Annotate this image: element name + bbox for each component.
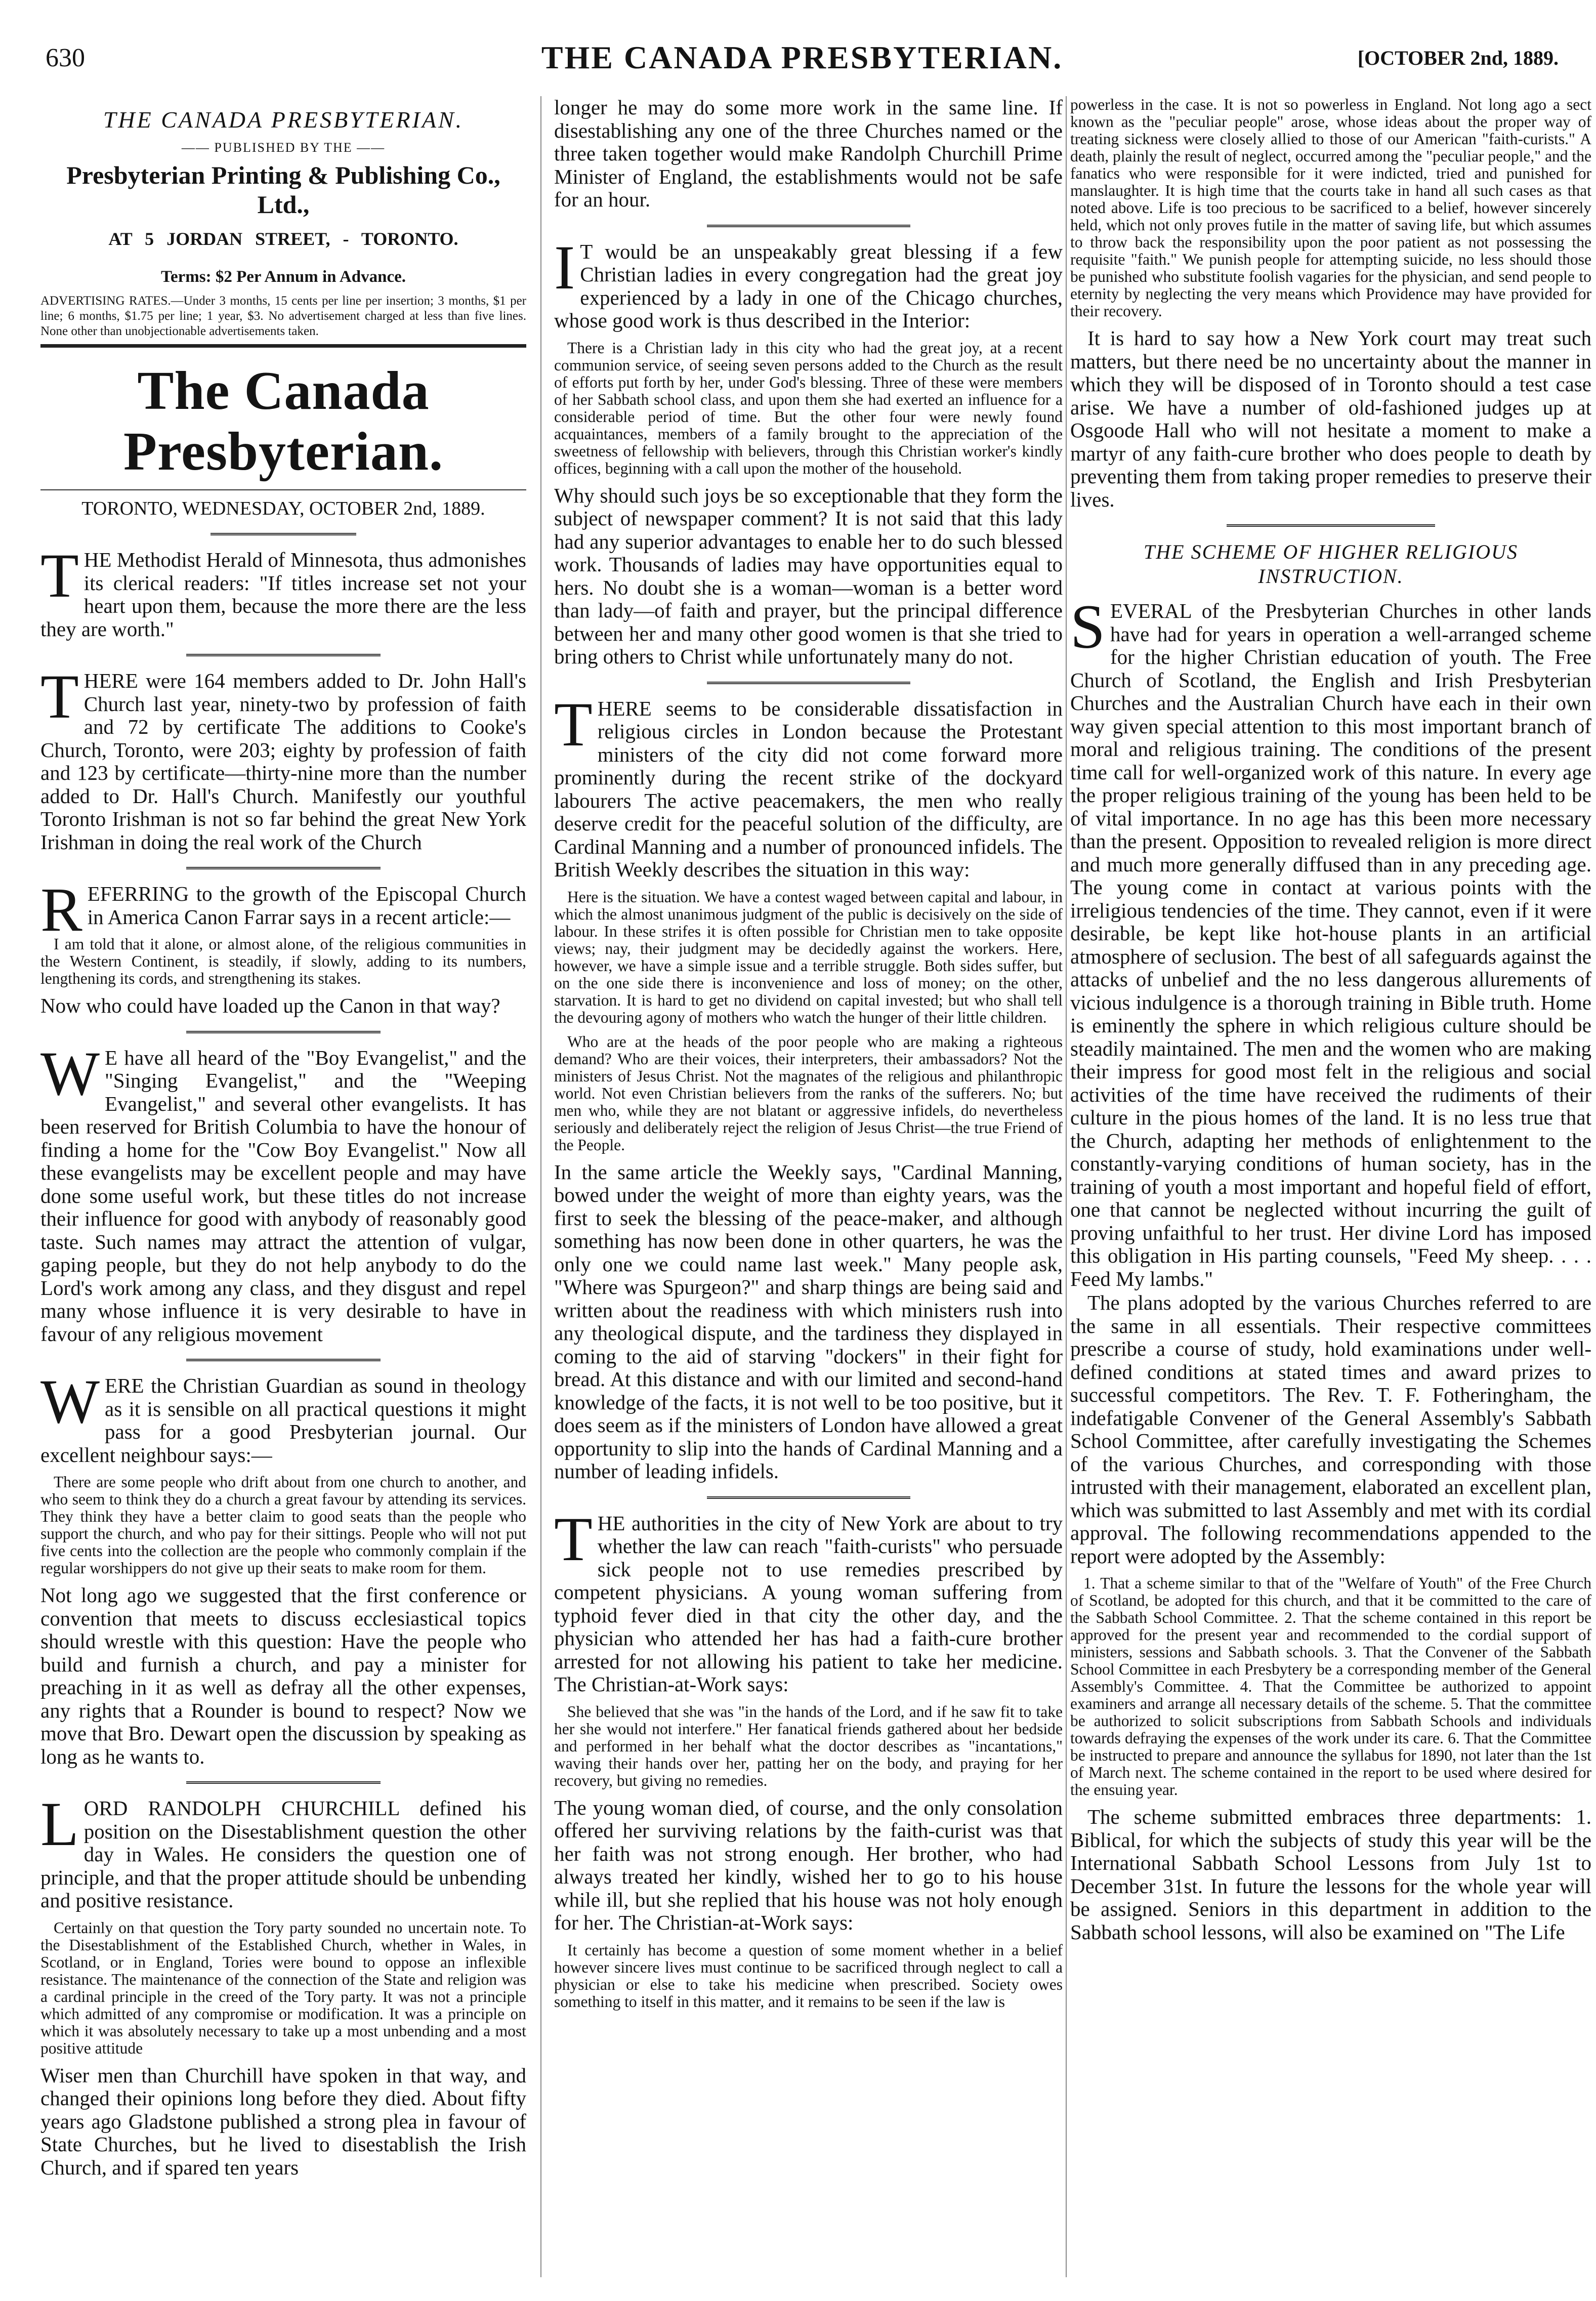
article-paragraph: The young woman died, of course, and the only consolation offered her surviving relations by the faith-curist was that her faith was not strong enough. Her brother, who had always treated her kindly, wished her to go to his house while ill, but she replied that his house was not holy enough for her. The Christian-at-Work says: [554, 1795, 1063, 1934]
article-paragraph: Now who could have loaded up the Canon in that way? [40, 994, 500, 1017]
block-quote: powerless in the case. It is not so powerless in England. Not long ago a sect known as the "peculiar people" arose, whose ideas about the proper way of treating sickness were closely allied to those of our American "faith-curists." A death, plainly the result of neglect, occurred among the "peculiar people," and the fanatics who were responsible for it were indicted, tried and punished for manslaughter. It is high time that the courts take in hand all such cases as that noted above. Life is too precious to be sacrificed to a belief, however sincerely held, which not only proves futile in the matter of saving life, but which assumes to throw back the responsibility upon the poor patient as not possessing the requisite "faith." We punish people for attempting suicide, no less should those be punished who substitute foolish vagaries for the physician, and send people to eternity by neglecting the very means which Providence may have provided for their recovery. [1070, 96, 1591, 320]
drop-cap: W [40, 1038, 100, 1108]
block-quote: 1. That a scheme similar to that of the "Welfare of Youth" of the Free Church of Scotland, be adopted for this church, and that it be committed to the care of the Sabbath School Committee. 2. That the scheme contained in this report be approved for the present year and recommended to the cordial support of ministers, sessions and Sabbath schools. 3. That the Convener of the Sabbath School Committee in each Presbytery be a corresponding member of the General Assembly's Committee. 4. That the Committee be authorized to appoint examiners and arrange all necessary details of the scheme. 5. That the committee be authorized to solicit subscriptions from Sabbath Schools and individuals towards defraying the expenses of the work under its care. 6. That the Committee be instructed to prepare and announce the syllabus for 1890, not later than the 1st of March next. The scheme contained in the report to be used where desired for the ensuing year. [1070, 1574, 1591, 1798]
article-heading: THE SCHEME OF HIGHER RELIGIOUS INSTRUCTION. [1144, 540, 1518, 588]
divider [186, 654, 381, 656]
drop-cap: I [554, 232, 575, 302]
block-quote: There is a Christian lady in this city who had the great joy, at a recent communion service, of seeing seven persons added to the Church as the result of efforts put forth by her, under God's blessing. Three of these were members of her Sabbath school class, and upon them she had exerted an influence for a considerable period of time. But the other four were newly found acquaintances, members of a family brought to the appreciation of the sweetness of fellowship with believers, through this Christian worker's kindly offices, beginning with a call upon the mother of the household. [554, 339, 1063, 477]
drop-cap: T [554, 689, 593, 759]
column-1 [40, 96, 526, 2277]
drop-cap: T [40, 662, 79, 731]
column-rule [1066, 96, 1067, 2277]
divider [40, 344, 526, 348]
journal-title: THE CANADA PRESBYTERIAN. [541, 39, 1063, 75]
article-paragraph: longer he may do some more work in the same line. If disestablishing any one of the three Churches named or the three taken together would make Randolph Churchill Prime Minister of England, the establishments would not be safe for an hour. [554, 96, 1063, 211]
article-paragraph: In the same article the Weekly says, "Cardinal Manning, bowed under the weight of more than eighty years, was the first to seek the blessing of the peace-maker, and although something has now been done in other quarters, he was the only one we could name last week." Many people ask, "Where was Spurgeon?" and sharp things are being said and written about the readiness with which ministers rush into any theological dispute, and the tardiness they displayed in coming to the aid of starving "dockers" in their fight for bread. At this distance and with our limited and second-hand knowledge of the facts, it is not well to be too positive, but it does seem as if the ministers of London have allowed a great opportunity to slip into the hands of Cardinal Manning and a number of leading infidels. [554, 1160, 1063, 1483]
divider [186, 1031, 381, 1033]
divider [186, 867, 381, 869]
publisher-name: Presbyterian Printing & Publishing Co., Ltd., [66, 161, 500, 219]
article-paragraph: REFERRING to the growth of the Episcopal Church in America Canon Farrar says in a recent article:— [40, 875, 526, 944]
block-quote: It certainly has become a question of some moment whether in a belief however sincere lives must continue to be sacrificed through neglect to call a physician or else to take his medicine when prescribed. Society owes something to itself in this matter, and it remains to be seen if the law is [554, 1941, 1063, 2011]
divider [707, 1496, 910, 1499]
block-quote: Certainly on that question the Tory party sounded no uncertain note. To the Disestablishment of the Established Church, whether in Wales, in Scotland, or in England, Tories were bound to oppose an inflexible resistance. The maintenance of the connection of the State and religion was a cardinal principle in the creed of the Tory party. It was not a principle which admitted of any compromise or modification. It was a principle on which it was absolutely necessary to take up a most unbending and a most positive attitude [40, 1918, 526, 2057]
drop-cap: R [40, 875, 82, 944]
drop-cap: T [40, 541, 79, 610]
issue-date: [OCTOBER 2nd, 1889. [1357, 47, 1559, 69]
article-paragraph: It is hard to say how a New York court may treat such matters, but there need be no uncertainty about the manner in which they will be disposed of in Toronto should a test case arise. We have a number of old-fashioned judges up at Osgoode Hall who will not hesitate a moment to make a martyr of any faith-cure brother who does people to death by preventing them from taking proper remedies to preserve their lives. [1070, 326, 1591, 511]
article-paragraph: LORD RANDOLPH CHURCHILL defined his position on the Disestablishment question the other day in Wales. He considers the question one of principle, and that the proper attitude should be unbending and positive resistance. [40, 1789, 526, 1912]
article-paragraph: Wiser men than Churchill have spoken in that way, and changed their opinions long before they died. About fifty years ago Gladstone published a strong plea in favour of State Churches, but he lived to disestablish the Irish Church, and if spared ten years [40, 2063, 526, 2179]
divider [40, 489, 526, 490]
article-paragraph: Why should such joys be so exceptionable that they form the subject of newspaper comment? It is not said that this lady had any superior advantages to enable her to do such blessed work. Thousands of ladies may have opportunities equal to hers. No doubt she is a woman—woman is a better word than lady—of faith and prayer, but the principal difference between her and many other good women is that she tried to bring others to Christ while unfortunately many do not. [554, 483, 1063, 668]
masthead-published-by: —— PUBLISHED BY THE —— [181, 140, 386, 155]
page-number: 630 [46, 44, 85, 72]
article-paragraph: SEVERAL of the Presbyterian Churches in other lands have had for years in operation a well-arranged scheme for the higher Christian education of youth. The Free Church of Scotland, the English and Irish Presbyterian Churches and the Australian Church have each in their own way given special attention to this most important branch of moral and religious training. The conditions of the present time call for well-organized work of this nature. In every age the proper religious training of the young has been held to be of vital importance. In no age has this been more necessary than the present. Opposition to revealed religion is more direct and much more generally diffused than in any preceding age. The young come in contact at various points with the irreligious tendencies of the time. They cannot, even if it were desirable, be kept like hot-house plants in an artificial atmosphere of seclusion. The best of all safeguards against the attacks of unbelief and the no less dangerous allurements of vicious indulgence is a thorough training in Bible truth. Home is eminently the sphere in which religious culture should be steadily maintained. The men and the women who are making their impress for good most felt in the religious and social activities of the time have received the rudiments of their culture in the pious homes of the land. It is no less true that the Church, adapting her methods of enlightenment to the constantly-varying conditions of human society, has in the training of youth a most important and hopeful field of effort, one that cannot be neglected without incurring the guilt of proving unfaithful to her trust. Her divine Lord has imposed this obligation in His parting counsels, "Feed My sheep. . . . Feed My lambs." [1070, 592, 1591, 1290]
article-paragraph: THERE were 164 members added to Dr. John Hall's Church last year, ninety-two by profession of faith and 72 by certificate The additions to Cooke's Church, Toronto, were 203; eighty by profession of faith and 123 by certificate—thirty-nine more than the number added to Dr. Hall's Church. Manifestly our youthful Toronto Irishman is not so far behind the great New York Irishman in doing the real work of the Church [40, 662, 526, 854]
drop-cap: T [554, 1504, 593, 1574]
divider [707, 682, 910, 684]
block-quote: She believed that she was "in the hands of the Lord, and if he saw fit to take her she would not interfere." Her fanatical friends gathered about her bedside and performed in her behalf what the doctor describes as "incantations," waving their hands over her, patting her on the body, and praying for her recovery, but giving no remedies. [554, 1702, 1063, 1789]
block-quote: Who are at the heads of the poor people who are making a righteous demand? Who are their voices, their interpreters, their ambassadors? Not the ministers of Jesus Christ. Not the magnates of the religious and philanthropic world. Not even Christian believers from the ranks of the sufferers. No; but men who, while they are not blatant or aggressive infidels, do nevertheless seriously and deliberately reject the religion of Jesus Christ—the true Friend of the People. [554, 1032, 1063, 1154]
publisher-address: AT 5 JORDAN STREET, - TORONTO. [108, 229, 458, 249]
column-2 [554, 96, 1063, 2277]
divider [1227, 524, 1435, 527]
article-paragraph: WERE the Christian Guardian as sound in theology as it is sensible on all practical questions it might pass for a good Presbyterian journal. Our excellent neighbour says:— [40, 1367, 526, 1467]
divider [707, 225, 910, 227]
masthead-title: THE CANADA PRESBYTERIAN. [103, 107, 464, 133]
block-quote: I am told that it alone, or almost alone, of the religious communities in the Western Continent, is steadily, if slowly, adding to its numbers, lengthening its cords, and strengthening its stakes. [40, 935, 526, 987]
article-paragraph: Not long ago we suggested that the first conference or convention that meets to discuss ecclesiastical topics should wrestle with this question: Have the people who build and furnish a church, and pay a minister for preaching in it as well as defray all the other expenses, any rights that a Rounder is bound to respect? Now we move that Bro. Dewart open the discussion by speaking as long as he wants to. [40, 1583, 526, 1768]
drop-cap: S [1070, 592, 1105, 661]
column-rule [540, 96, 541, 2277]
article-paragraph: W E have all heard of the "Boy Evangelist," and the "Singing Evangelist," and the "Weeping Evangelist," and several other evangelists. It has been reserved for British Columbia to have the honour of finding a home for the "Cow Boy Evangelist." Now all these evangelists may be excellent people and may have done some useful work, but these titles do not increase their influence for good with anybody of reasonably good taste. Such names may attract the attention of vulgar, gaping people, but they do not help anybody to do the Lord's work among any class, and they disgust and repel many whose influence it is very desirable to have in favour of any religious movement [40, 1038, 526, 1346]
divider [186, 1359, 381, 1361]
block-quote: Here is the situation. We have a contest waged between capital and labour, in which the almost unanimous judgment of the public is decisively on the side of labour. In these strifes it is often possible for Christian men to take opposite views; nay, their judgment may be decidedly against the workers. Here, however, we have a simple issue and a terrible struggle. Both sides suffer, but on the one side there is inconvenience and loss of money; on the other, starvation. It is hard to get no dividend on capital invested; but who shall tell the devouring agony of mothers who watch the hunger of their little children. [554, 888, 1063, 1026]
divider [211, 533, 356, 535]
drop-cap: L [40, 1789, 79, 1859]
block-quote: There are some people who drift about from one church to another, and who seem to think they do a church a great favour by attending its services. They think they have a better claim to good seats than the people who support the church, and who pay for their sittings. People who will not put five cents into the collection are the people who commonly complain if the regular worshippers do not give up their seats to make room for them. [40, 1473, 526, 1577]
column-3 [1070, 96, 1591, 2277]
subscription-terms: Terms: $2 Per Annum in Advance. [160, 268, 406, 286]
advertising-rates: ADVERTISING RATES.—Under 3 months, 15 cents per line per insertion; 3 months, $1 per line; 6 months, $1.75 per line; 1 year, $3. No advertisement charged at less than five lines. None other than unobjectionable advertisements taken. [40, 294, 526, 338]
divider [186, 1781, 381, 1784]
drop-cap: W [40, 1367, 100, 1436]
nameplate: The Canada Presbyterian. [123, 361, 443, 482]
article-paragraph: THE Methodist Herald of Minnesota, thus admonishes its clerical readers: "If titles increase set not your heart upon them, because the more there are the less they are worth." [40, 541, 526, 641]
dateline: TORONTO, WEDNESDAY, OCTOBER 2nd, 1889. [81, 498, 485, 519]
article-paragraph: THERE seems to be considerable dissatisfaction in religious circles in London because the Protestant ministers of the city did not come forward more prominently during the recent strike of the dockyard labourers The active peacemakers, the men who really deserve credit for the peaceful solution of the difficulty, are Cardinal Manning and a number of pronounced infidels. The British Weekly describes the situation in this way: [554, 689, 1063, 881]
article-paragraph: The scheme submitted embraces three departments: 1. Biblical, for which the subjects of study this year will be the International Sabbath School Lessons from July 1st to December 31st. In future the lessons for the whole year will be assigned. Seniors in this department in addition to the Sabbath school lessons, will also be examined on "The Life [1070, 1805, 1591, 1944]
article-paragraph: I T would be an unspeakably great blessing if a few Christian ladies in every congregation had the great joy experienced by a lady in one of the Chicago churches, whose good work is thus described in the Interior: [554, 232, 1063, 332]
article-paragraph: THE authorities in the city of New York are about to try whether the law can reach "faith-curists" who persuade sick people not to use remedies prescribed by competent physicians. A young woman suffering from typhoid fever died in that city the other day, and the physician who attended her has had a faith-cure brother arrested for not allowing his patient to take her medicine. The Christian-at-Work says: [554, 1504, 1063, 1696]
running-head [46, 39, 1559, 78]
article-paragraph: The plans adopted by the various Churches referred to are the same in all essentials. Their respective committees prescribe a course of study, hold examinations under well-defined conditions at stated times and award prizes to successful competitors. The Rev. T. F. Fotheringham, the indefatigable Convener of the General Assembly's Sabbath School Committee, after carefully investigating the Schemes of the various Churches, and corresponding with those intrusted with their management, elaborated an excellent plan, which was submitted to last Assembly and met with its cordial approval. The following recommendations appended to the report were adopted by the Assembly: [1070, 1291, 1591, 1568]
